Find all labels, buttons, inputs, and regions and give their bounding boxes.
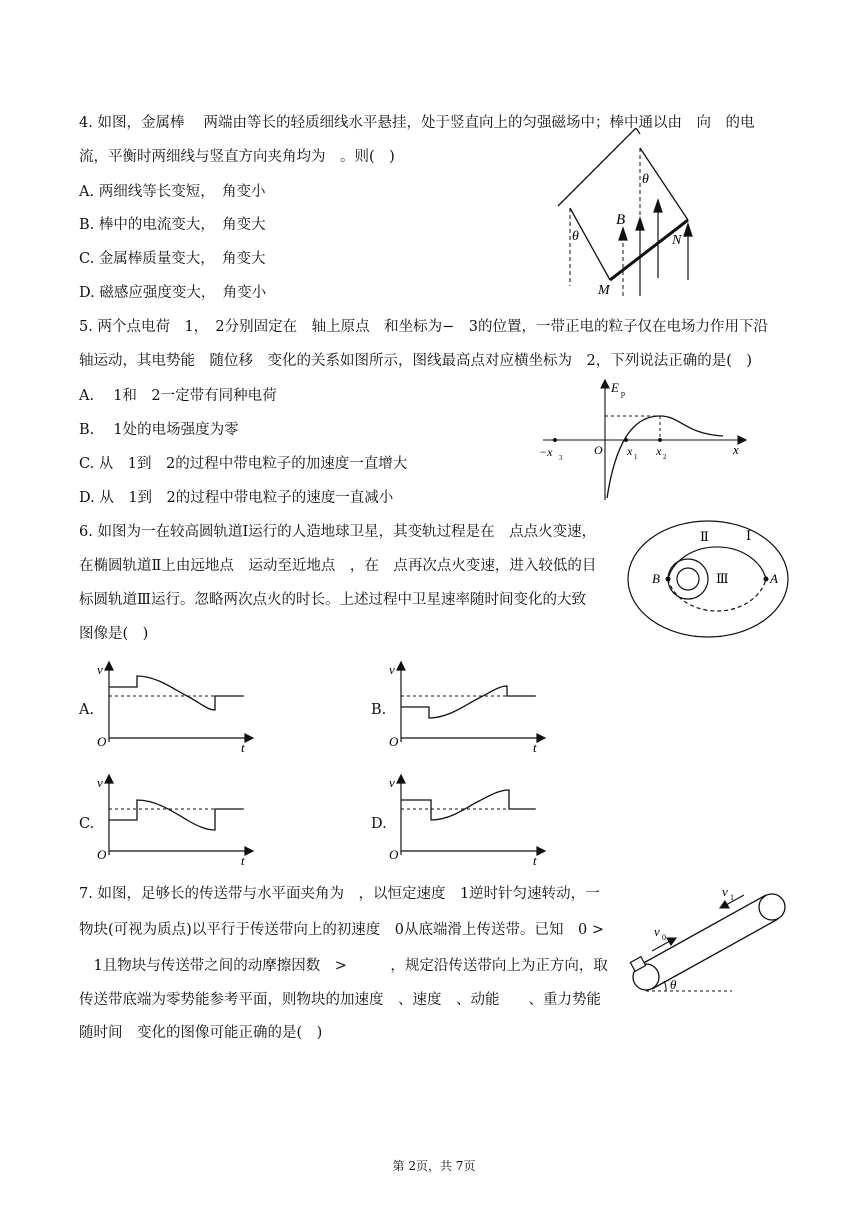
v1-sub: 1 <box>730 893 734 902</box>
q6-option-d-graph <box>387 773 547 868</box>
q7-line: 传送带底端为零势能参考平面，则物块的加速度 、速度 、动能 、重力势能 <box>79 992 601 1008</box>
x2-sub: 2 <box>663 453 667 461</box>
q6-line: 在椭圆轨道Ⅱ上由远地点 运动至近地点 ，在 点再次点火变速，进入较低的目 <box>79 558 597 574</box>
q5-ep-graph <box>533 376 748 502</box>
q4-option-c: C. 金属棒质量变大， 角变大 <box>79 251 266 267</box>
origin-label: O <box>97 734 107 749</box>
theta-label: θ <box>572 229 579 244</box>
t-axis-label: t <box>533 740 537 755</box>
q6-orbit-figure <box>624 517 792 645</box>
v-axis-label: v <box>389 662 395 677</box>
x2-label: x <box>656 444 662 458</box>
page-footer: 第 2页，共 7页 <box>392 1159 476 1173</box>
orbit-iii-label: Ⅲ <box>716 571 729 586</box>
point-m-label: M <box>598 283 610 298</box>
q4-line: 4. 如图，金属棒 两端由等长的轻质细线水平悬挂，处于竖直向上的匀强磁场中；棒中通以由 向 的电 <box>79 115 755 131</box>
q4-option-d: D. 磁感应强度变大， 角变小 <box>79 285 267 301</box>
x-axis-label: x <box>733 442 739 457</box>
orbit-i-label: Ⅰ <box>746 528 752 543</box>
v0-sub: 0 <box>662 933 666 942</box>
q6-option-a-label: A. <box>79 702 95 718</box>
t-axis-label: t <box>241 740 245 755</box>
origin-label: O <box>594 443 603 457</box>
q4-rod-figure <box>548 128 718 300</box>
q7-line: 物块(可视为质点)以平行于传送带向上的初速度 0从底端滑上传送带。已知 0 > <box>79 922 605 938</box>
q7-line: 7. 如图，足够长的传送带与水平面夹角为 ，以恒定速度 1逆时针匀速转动，一 <box>79 886 600 902</box>
v0-label: v <box>654 924 660 939</box>
neg-x3-label: −x <box>539 445 553 459</box>
q6-option-c-graph <box>95 773 255 868</box>
q6-line: 标圆轨道Ⅲ运行。忽略两次点火的时长。上述过程中卫星速率随时间变化的大致 <box>79 592 586 608</box>
v1-label: v <box>722 884 728 899</box>
origin-label: O <box>97 847 107 862</box>
v-axis-label: v <box>389 775 395 790</box>
v-axis-label: v <box>97 775 103 790</box>
q6-line: 6. 如图为一在较高圆轨道Ⅰ运行的人造地球卫星，其变轨过程是在 点点火变速， <box>79 524 597 540</box>
point-b-label: B <box>652 571 660 586</box>
q6-option-a-graph <box>95 660 255 755</box>
q7-line: 随时间 变化的图像可能正确的是( ) <box>79 1025 323 1041</box>
q6-option-c-label: C. <box>79 816 95 832</box>
neg-x3-sub: 3 <box>559 454 563 462</box>
q7-conveyor-figure <box>620 875 792 1000</box>
q7-line: 1且物块与传送带之间的动摩擦因数 > ，规定沿传送带向上为正方向，取 <box>79 958 608 974</box>
q5-line: 轴运动，其电势能 随位移 变化的关系如图所示，图线最高点对应横坐标为 2，下列说法正确的是( ) <box>79 353 753 369</box>
origin-label: O <box>389 847 399 862</box>
q6-option-d-label: D. <box>371 816 387 832</box>
ep-axis-label: E <box>611 380 619 395</box>
ep-axis-sub: p <box>621 389 625 398</box>
t-axis-label: t <box>241 853 245 868</box>
x1-label: x <box>627 444 633 458</box>
q5-line: 5. 两个点电荷 1， 2分别固定在 轴上原点 和坐标为− 3的位置，一带正电的粒子仅在电场力作用下沿 <box>79 319 769 335</box>
q6-option-b-graph <box>387 660 547 755</box>
theta-label: θ <box>670 977 677 992</box>
point-n-label: N <box>672 233 682 248</box>
q4-line: 流，平衡时两细线与竖直方向夹角均为 。则( ) <box>79 149 395 165</box>
t-axis-label: t <box>533 853 537 868</box>
theta-label: θ <box>642 172 649 187</box>
q4-option-b: B. 棒中的电流变大， 角变大 <box>79 217 266 233</box>
point-a-label: A <box>770 571 778 586</box>
q5-option-a: A. 1和 2一定带有同种电荷 <box>79 388 277 404</box>
v-axis-label: v <box>97 662 103 677</box>
q5-option-c: C. 从 1到 2的过程中带电粒子的加速度一直增大 <box>79 456 408 472</box>
x1-sub: 1 <box>634 453 638 461</box>
b-field-label: B <box>616 212 626 228</box>
origin-label: O <box>389 734 399 749</box>
q4-option-a: A. 两细线等长变短， 角变小 <box>79 184 266 200</box>
q5-option-b: B. 1处的电场强度为零 <box>79 422 239 438</box>
orbit-ii-label: Ⅱ <box>700 529 709 544</box>
q6-option-b-label: B. <box>371 702 387 718</box>
q6-line: 图像是( ) <box>79 626 149 642</box>
q5-option-d: D. 从 1到 2的过程中带电粒子的速度一直减小 <box>79 490 394 506</box>
